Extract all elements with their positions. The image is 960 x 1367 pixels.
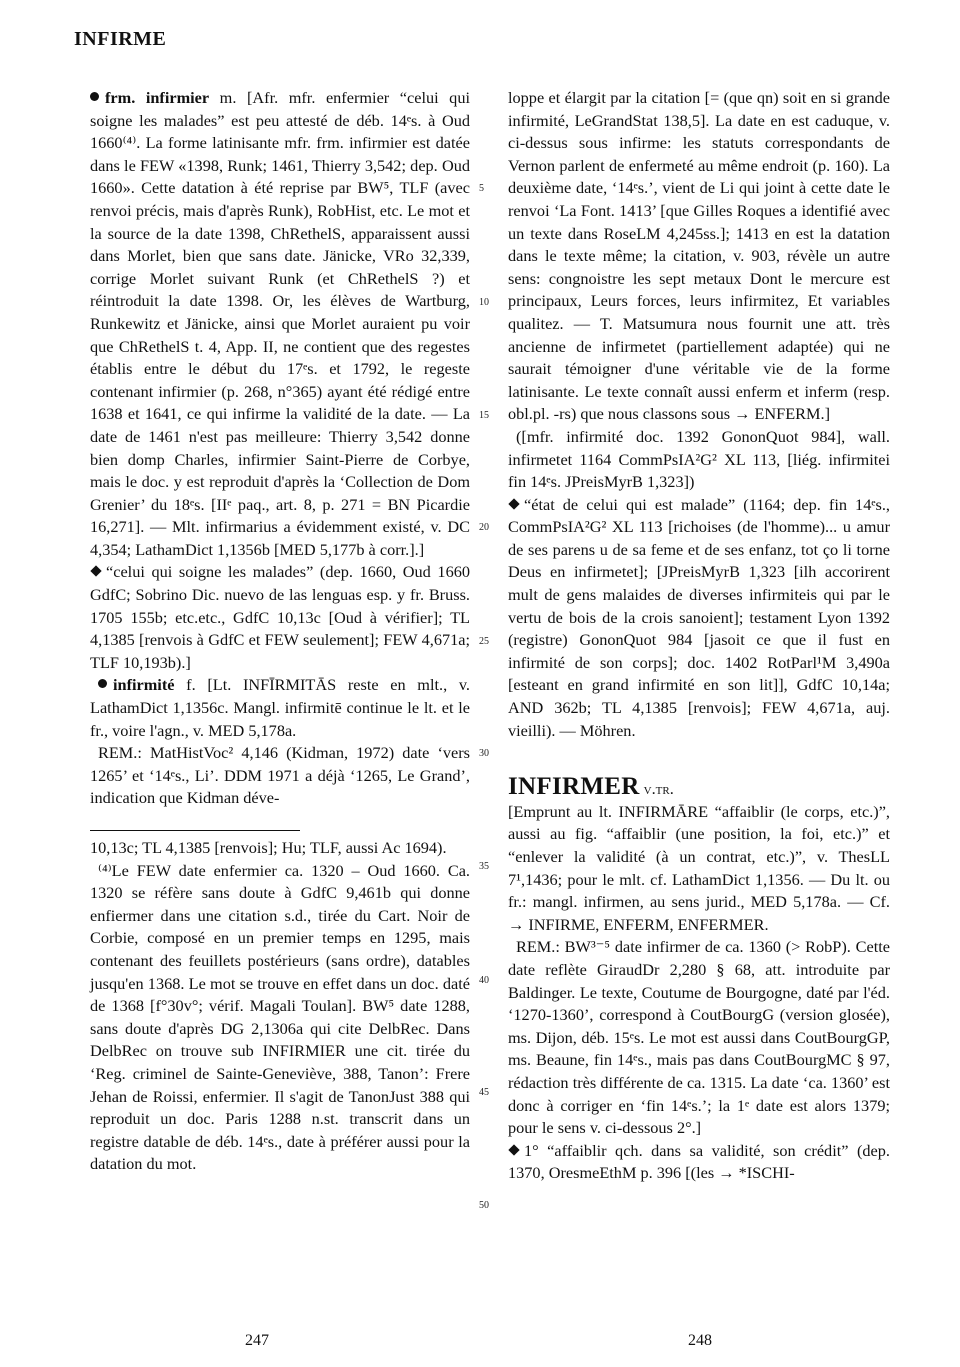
remark-label: REM.: — [98, 743, 142, 763]
etymology-infirmer: [Emprunt au lt. INFIRMĀRE “affaiblir (le corps, etc.)”, aussi au fig. “affaiblir (une position, la foi, etc.)” et “enlever la validité (à un contrat, etc.)”, v. ThesLL 7¹,1436; pour le mlt. cf. LathamDict 1,1356. — Du lt. ou fr.: mangl. infirmen, au sens jurid., MED 5,178a. — Cf. → INFIRME, ENFERM, ENFERMER. — [508, 801, 890, 934]
remark-infirmite-continued: loppe et élargit par la citation [= (que qn) soit en si grande infirmité, LeGrandStat 138,5]. La date en est caduque, v. ci-dessus sous infirme: les statuts correspondants de Vernon parlent de enfermeté au même endroit (p. 160). La deuxième date, ‘14ᵉs.’, vient de Li qui joint à cette date le renvoi ‘La Font. 1413’ [que Gilles Roques a identifié avec un texte dans RoseLM 4,245ss.]; 1413 en est la datation dans le texte même; la citation, v. 903, révèle un autre sens: congnoistre les sept metaux Dont le mercure est principaux, Leurs forces, leurs infirmitez, Et variables qualitez. — T. Matsumura nous fournit une att. très ancienne de infirmetet (partiellement adaptée) qui ne saurait témoigner d'une véritable vie de la forme latinisante. Le texte connaît aussi enferm et inferm (resp. obl.pl. -rs) que nous classons sous → ENFERM.] — [508, 88, 890, 424]
sense-infirmier — [90, 561, 470, 674]
sense-infirmite — [508, 494, 890, 743]
sense-infirmer-1 — [508, 1140, 890, 1185]
remark-infirmer-text: BW³⁻⁵ date infirmer de ca. 1360 (> RobP). Cette date reflète GiraudDr 2,280 § 68, att. introduite par Baldinger. Le texte, Coutume de Bourgogne, daté par l'éd. ‘1270-1360’, correspond à CoutBourgG (version glosée), ms. Dijon, déb. 15ᵉs. Le mot est aussi dans CoutBourgGP, ms. Beaune, fin 14ᵉs., mais pas dans CoutBourgMC § 97, rédaction très différente de ca. 1315. La date ‘ca. 1360’ est donc à corriger en ‘fin 14ᵉs.’; la 1ᵉ date est alors 1379; pour le sens v. ci-dessous 2°.] — [508, 937, 890, 1138]
line-number: 15 — [479, 410, 489, 421]
sense-infirmite-text: “état de celui qui est malade” (1164; dep. fin 14ᵉs., CommPsIA²G² XL 113 [richoises (de l'homme)... u amur de ses parens u de sa feme et de ses enfanz, tot ço li torne Deus en infirmetet]; [JPreisMyrB 1,323 [ilh accorirent mult de gens malaides de diverses infirmiteis qui par le vertu de bois de la crois sanoient]; testament Lyon 1392 (registre) GononQuot 984 [jasoit ce que il fust en infirmité de son corps]; doc. 1402 RotParl¹M 3,490a [esteant en grand infirmité en son lit]], GdfC 10,14a; AND 362b; TL 4,1385 [renvois]; FEW 4,671a, auj. vieilli). — Möhren. — [508, 494, 890, 740]
line-number: 35 — [479, 861, 489, 872]
bullet-dot-icon — [98, 679, 107, 688]
entry-infirmier — [90, 87, 470, 561]
pos-infirmer: v.tr. — [639, 779, 674, 799]
entry-infirmier-text: m. [Afr. mfr. enfermier “celui qui soigne les malades” est peu attesté de déb. 14ᵉs. à Oud 1660⁽⁴⁾. La forme latinisante mfr. frm. infirmier est datée dans le FEW «1398, Runk; 1461, Thierry 3,542; dep. Oud 1660». Cette datation à été reprise par BW⁵, TLF (avec renvoi précis, mais d'après Runk), RobHist, etc. Le mot et la source de la date 1398, ChRethelS, apparaissent aussi dans Morlet, bien que sans date. Jänicke, VRo 32,339, corrige Morlet suivant Runk (et ChRethelS ?) et réintroduit la date 1398. Or, les élèves de Wartburg, Runkewitz et Jänicke, ainsi que Morlet auraient pu voir que ChRethelS t. 4, App. II, ne contient que des regestes établis entre le début du 17ᵉs. et 1792, le regeste contenant infirmier (p. 268, n°365) ayant été rédigé entre 1638 et 1641, ce qui infirme la validité de la date. — La date de 1461 n'est pas meilleure: Thierry 3,542 donne bien domp Charles, infirmier Saint-Pierre de Corbye, mais le doc. y est reproduit d'après la ‘Collection de Dom Grenier’ du 18ᵉs. [IIᵉ paq., art. 8, p. 271 = BN Picardie 16,271]. — Mlt. infirmarius a évidemment existé, v. DC 4,354; LathamDict 1,1356b [MED 5,177b à corr.].] — [90, 88, 470, 559]
remark-infirmer — [508, 936, 890, 1139]
remark-label: REM.: — [516, 937, 560, 957]
footnote-divider — [90, 830, 300, 831]
lemma-infirmier: frm. infirmier — [105, 88, 210, 107]
footnote-continuation: 10,13c; TL 4,1385 [renvois]; Hu; TLF, aussi Ac 1694). — [90, 838, 447, 857]
bullet-diamond-icon — [508, 498, 519, 509]
page-header-title: INFIRME — [74, 28, 167, 50]
page-number-right: 248 — [688, 1332, 712, 1349]
line-number: 50 — [479, 1200, 489, 1211]
left-column — [90, 87, 470, 1176]
entry-infirmite-text: f. [Lt. INFĪRMITĀS reste en mlt., v. LathamDict 1,1356c. Mangl. infirmitē continue le lt. et le fr., voire l'agn., v. MED 5,178a. — [90, 675, 470, 740]
line-number: 30 — [479, 748, 489, 759]
line-number: 45 — [479, 1087, 489, 1098]
forms-infirmite: ([mfr. infirmité doc. 1392 GononQuot 984], wall. infirmetet 1164 CommPsIA²G² XL 113, [liég. infirmitei fin 14ᵉs. JPreisMyrB 1,323]) — [508, 426, 890, 492]
lemma-infirmite: infirmité — [113, 675, 175, 695]
line-number: 10 — [479, 297, 489, 308]
footnote-4: ⁽⁴⁾Le FEW date enfermier ca. 1320 – Oud 1660. Ca. 1320 se réfère sans doute à GdfC 9,461b qui donne enfiermer dans une citation s.d., tirée du Cart. Noir de Corbie, composé en un premier temps en 1295, mais contenant des feuillets postérieurs (sans ordre), datables jusqu'en 1368. Le mot se trouve en effet dans un doc. daté de 1368 [f°30v°; vérif. Magali Toulan]. BW⁵ date 1288, sans doute d'après DG 2,1306a qui cite DelbRec. Dans DelbRec on trouve sub INFIRMIER une cit. tirée du ‘Reg. criminel de Sainte-Geneviève, 388, Tanon’: Frere Jehan de Roissi, enfermier. Il s'agit de TanonJust 388 qui reproduit un doc. Paris 1288 n.st. transcrit dans un registre datable de déb. 14ᵉs., date à préférer aussi pour la datation du mot. — [90, 860, 470, 1174]
entry-gap — [508, 742, 890, 776]
line-number: 40 — [479, 975, 489, 986]
bullet-diamond-icon — [508, 1144, 519, 1155]
sense-infirmier-text: “celui qui soigne les malades” (dep. 1660, Oud 1660 GdfC; Sobrino Dic. nuevo de las lenguas esp. y fr. Bruss. 1705 155b; etc.etc., GdfC 10,13c [Oud à vérifier]; TL 4,1385 [renvois à GdfC et FEW seulement]; FEW 4,671a; TLF 10,193b).] — [90, 562, 470, 672]
remark-infirmite — [90, 742, 470, 810]
right-column — [508, 87, 890, 1185]
sense-infirmer-1-text: 1° “affaiblir qch. dans sa validité, son crédit” (dep. 1370, OresmeEthM p. 396 [(les → *ISCHI- — [508, 1140, 890, 1183]
page-number-left: 247 — [245, 1332, 269, 1349]
line-number: 20 — [479, 522, 489, 533]
remark-infirmite-text: MatHistVoc² 4,146 (Kidman, 1972) date ‘vers 1265’ et ‘14ᵉs., Li’. DDM 1971 a déjà ‘1265, Le Grand’, indication que Kidman déve- — [90, 743, 470, 808]
line-number: 25 — [479, 636, 489, 647]
lemma-infirmer: INFIRMER — [508, 773, 640, 801]
bullet-dot-icon — [90, 92, 99, 101]
entry-infirmer-heading — [508, 773, 890, 801]
entry-infirmite — [90, 674, 470, 742]
bullet-diamond-icon — [90, 566, 101, 577]
line-number: 5 — [479, 183, 484, 194]
